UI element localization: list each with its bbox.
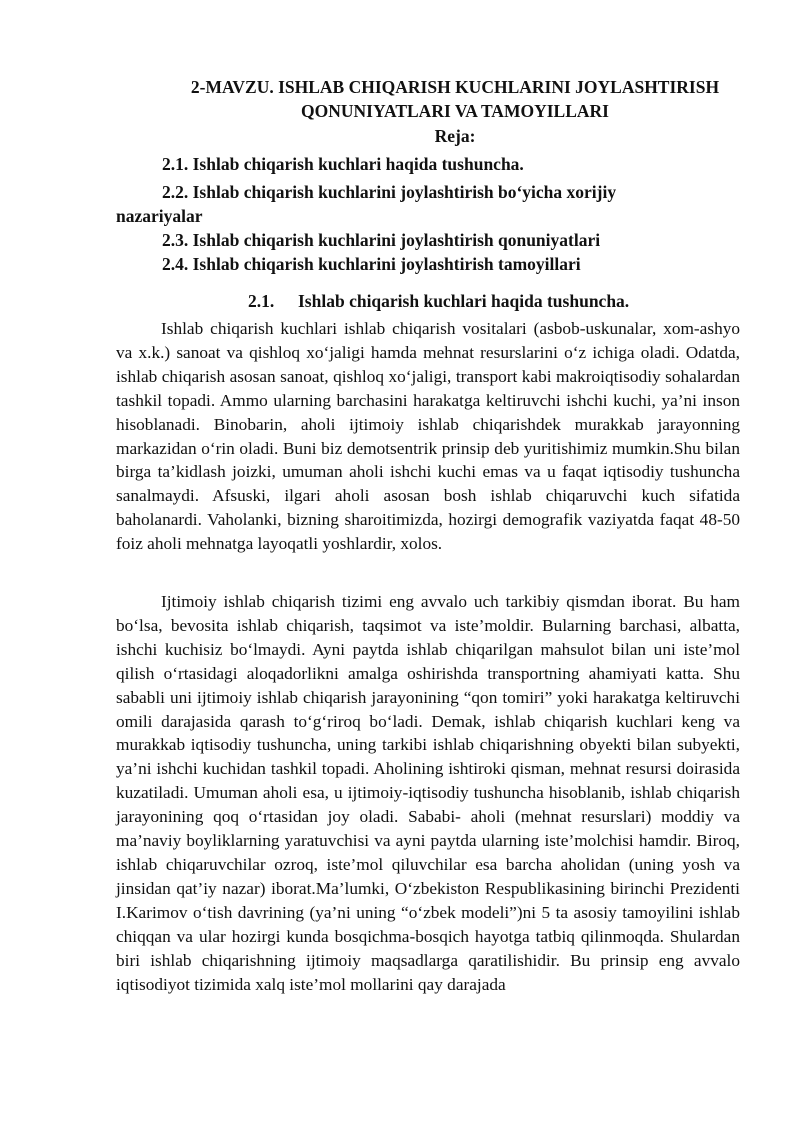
document-title-line-2: QONUNIYATLARI VA TAMOYILLARI (301, 101, 609, 121)
section-number: 2.1. (248, 291, 275, 311)
section-heading (248, 289, 629, 313)
plan-item-2-3: 2.3. Ishlab chiqarish kuchlarini joylashtirish qonuniyatlari (162, 230, 601, 250)
body-paragraph-2: Ijtimoiy ishlab chiqarish tizimi eng avvalo uch tarkibiy qismdan iborat. Bu ham bo‘lsa, bevosita ishlab chiqarish, taqsimot va iste’moldir. Bularning barchasi, albatta, ishchi kuchisiz bo‘lmaydi. Ayni paytda ishlab chiqarilgan mahsulot bilan uni iste’mol qilish o‘rtasidagi aloqadorlikni amalga oshirishda transportning ahamiyati katta. Shu sababli uni ijtimoiy ishlab chiqarish jarayonining “qon tomiri” yoki harakatga keltiruvchi omili darajasida qarash to‘g‘riroq bo‘ladi. Demak, ishlab chiqarish kuchlari keng va murakkab iqtisodiy tushuncha, uning tarkibi ishlab chiqarishning obyekti bilan subyekti, ya’ni ishchi kuchidan tashkil topadi. Aholining ishtiroki qisman, mehnat resursi doirasida kuzatiladi. Umuman aholi esa, u ijtimoiy-iqtisodiy tushuncha hisoblanib, ishlab chiqarish jarayonining qoq o‘rtasidan joy oladi. Sababi- aholi (mehnat resurslari) moddiy va ma’naviy boyliklarning yaratuvchisi va ayni paytda ularning iste’molchisi hamdir. Biroq, ishlab chiqaruvchilar ozroq, iste’mol qiluvchilar esa barcha aholidan (uning yosh va jinsidan qat’iy nazar) iborat.Ma’lumki, O‘zbekiston Respublikasining birinchi Prezidenti I.Karimov o‘tish davrining (ya’ni uning “o‘zbek modeli”)ni 5 ta asosiy tamoyilini ishlab chiqqan va ular hozirgi kunda bosqichma-bosqich hayotga tatbiq qilinmoqda. Shulardan biri ishlab chiqarishning ijtimoiy maqsadlarga qaratilishidir. Bu prinsip eng avvalo iqtisodiyot tizimida xalq iste’mol mollarini qay darajada (116, 592, 740, 994)
plan-heading: Reja: (434, 126, 476, 146)
document-title-line-1: 2-MAVZU. ISHLAB CHIQARISH KUCHLARINI JOYLASHTIRISH (190, 77, 720, 97)
section-title: Ishlab chiqarish kuchlari haqida tushuncha. (298, 291, 630, 311)
plan-item-2-2-continuation: nazariyalar (116, 206, 203, 226)
plan-item-2-4: 2.4. Ishlab chiqarish kuchlarini joylashtirish tamoyillari (162, 254, 581, 274)
plan-item-2-2: 2.2. Ishlab chiqarish kuchlarini joylashtirish bo‘yicha xorijiy (162, 182, 617, 202)
plan-item-2-1: 2.1. Ishlab chiqarish kuchlari haqida tushuncha. (162, 154, 524, 174)
body-paragraph-1: Ishlab chiqarish kuchlari ishlab chiqarish vositalari (asbob-uskunalar, xom-ashyo va x.k.) sanoat va qishloq xo‘jaligi hamda mehnat resurslarini o‘z ichiga oladi. Odatda, ishlab chiqarish asosan sanoat, qishloq xo‘jaligi, transport kabi makroiqtisodiy sohalardan tashkil topadi. Ammo ularning barchasini harakatga keltiruvchi ishchi kuchi, ya’ni inson hisoblanadi. Binobarin, aholi ijtimoiy ishlab chiqarishdek murakkab jarayonning markazidan o‘rin oladi. Buni biz demotsentrik prinsip deb yuritishimiz mumkin.Shu bilan birga ta’kidlash joizki, umuman aholi ishchi kuchi emas va u faqat iqtisodiy tushuncha sanalmaydi. Afsuski, ilgari aholi asosan bosh ishlab chiqaruvchi kuch sifatida baholanardi. Vaholanki, bizning sharoitimizda, hozirgi demografik vaziyatda faqat 48-50 foiz aholi mehnatga layoqatli yoshlardir, xolos. (116, 319, 740, 554)
